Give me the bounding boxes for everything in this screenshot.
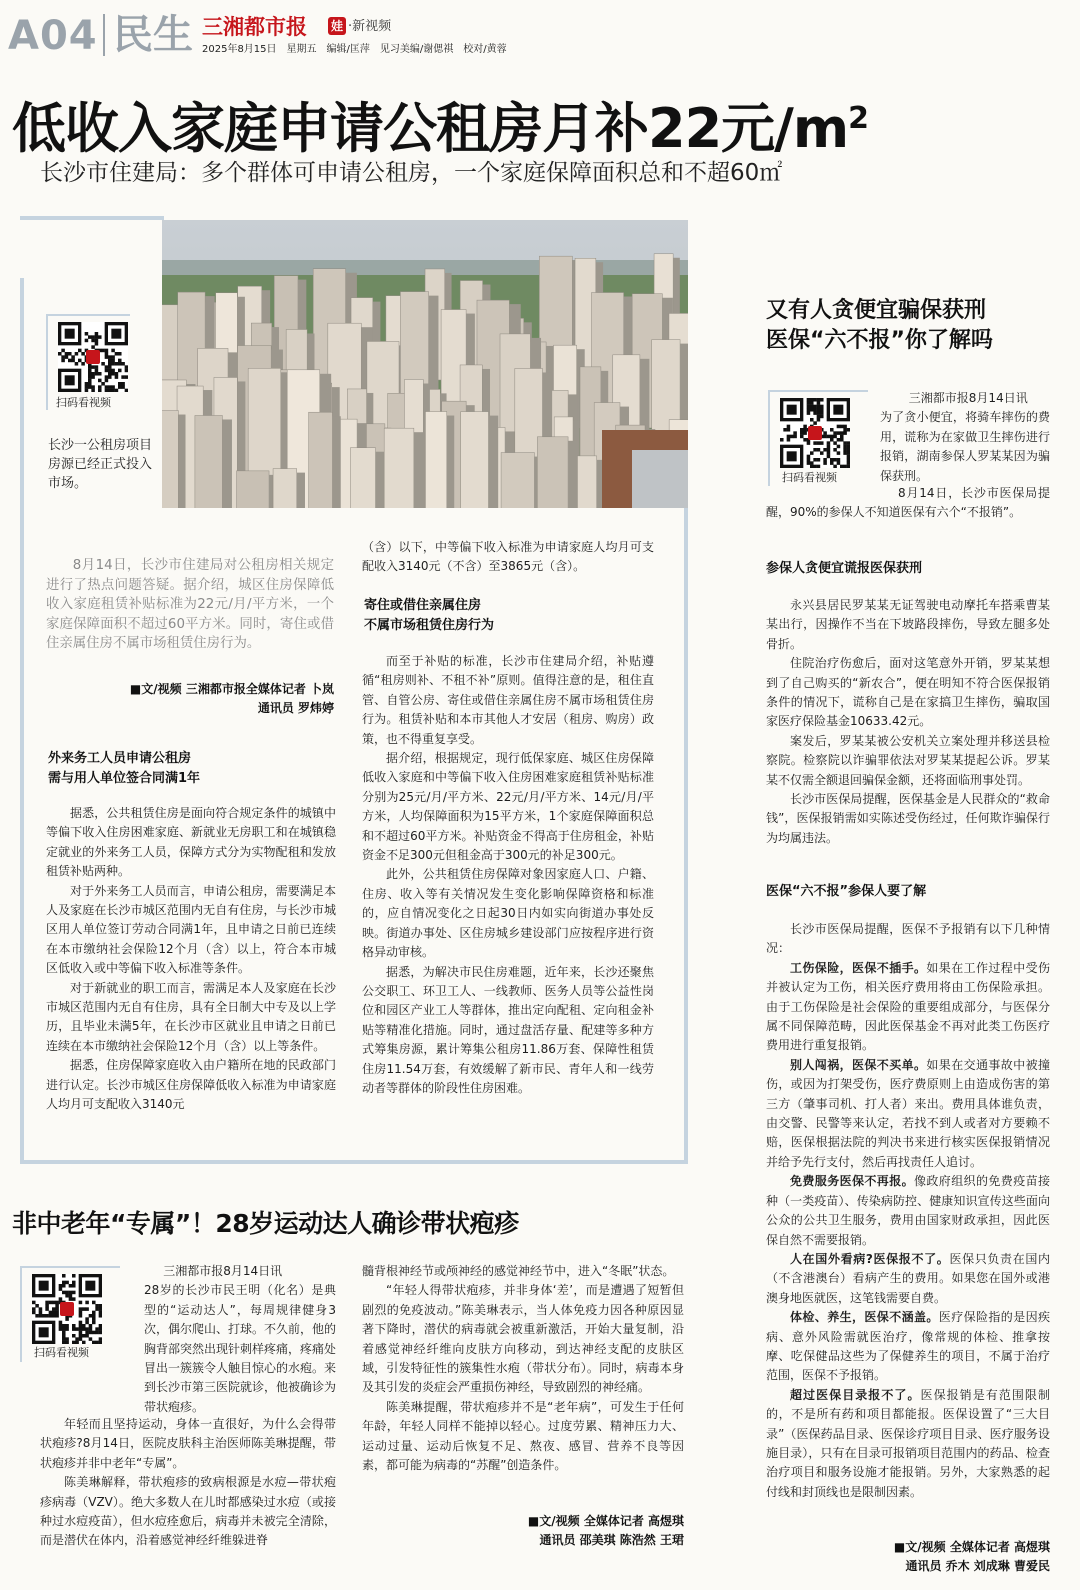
qr-label: 扫码看视频 [782,471,837,484]
lead-column-1: 据悉，公共租赁住房是面向符合规定条件的城镇中等偏下收入住房困难家庭、新就业无房职工和在城镇稳定就业的外来务工人员，保障方式分为实物配租和发放租赁补贴两种。 对于外来务工人员而言，申请公租房，需要满足本人及家庭在长沙市城区范围内无自有住房，与长沙市城区用人单位签订劳动合同满1年，且申请之日前已连续在本市缴纳社会保险12个月（含）以上，符合本市城区低收入或中等偏下收入标准等条件。 对于新就业的职工而言，需满足本人及家庭在长沙市城区范围内无自有住房，具有全日制大中专及以上学历，且毕业未满5年，在长沙市区就业且申请之日前已连续在本市缴纳社会保险12个月（含）以上等条件。 据悉，住房保障家庭收入由户籍所在地的民政部门进行认定。长沙市城区住房保障低收入标准为申请家庭人均月可支配收入3140元 [46,806,336,1112]
brand-sub: ·新视频 [348,19,392,34]
frame-line [20,216,164,220]
right-section-2: 长沙市医保局提醒，医保不予报销有以下几种情况： 工伤保险，医保不插手。如果在工作过程中受伤并被认定为工伤，相关医疗费用将由工伤保险承担。由于工伤保险是社会保险的重要组成部分，与医保分属不同保障范畴，因此医保基金不再对此类工伤医疗费用进行重复报销。 别人闯祸，医保不买单。如果在交通事故中被撞伤，或因为打架受伤，医疗费原则上由造成伤害的第三方（肇事司机、打人者）来出。费用具体谁负责，由交警、民警等来认定，若找不到人或者对方要赖不赔，医保根据法院的判决书来进行核实医保报销情况并给予先行支付，然后再找责任人追讨。 免费服务医保不再报。像政府组织的免费疫苗接种（一类疫苗）、传染病防控、健康知识宣传这些面向公众的公共卫生服务，费用由国家财政承担，因此医保自然不需要报销。 人在国外看病?医保报不了。医保只负责在国内（不含港澳台）看病产生的费用。如果您在国外或港澳身地医就医，这笔钱需要自费。 体检、养生，医保不涵盖。医疗保险指的是因疾病、意外风险需就医治疗，像常规的体检、推拿按摩、吃保健品这些为了保健养生的项目，不属于治疗范围，医保不予报销。 超过医保目录报不了。医保报销是有范围限制的，不是所有药和项目都能报。医保设置了“三大目录”（医保药品目录、医保诊疗项目目录、医疗服务设施目录），只有在目录可报销项目范围内的药品、检查治疗项目和服务设施才能报销。另外，大家熟悉的起付线和封顶线也是限制因素。 [766,922,1050,1499]
lead-column-2: （含）以下，中等偏下收入标准为申请家庭人均月可支配收入3140元（不含）至3865元（含）。 [362,540,654,574]
right-subhead-1: 参保人贪便宜谎报医保获刑 [766,561,923,576]
right-subhead-2: 医保“六不报”参保人要了解 [766,884,927,899]
bottom-column-1: 三湘都市报8月14日讯 28岁的长沙市民王明（化名）是典型的“运动达人”，每周规律健身3次，偶尔爬山、打球。不久前，他的胸背部突然出现针刺样疼痛，疼痛处冒出一簇簇令人触目惊心的水疱。来到长沙市第三医院就诊，他被确诊为带状疱疹。 [144,1264,337,1414]
right-headline-2: 医保“六不报”你了解吗 [766,328,993,353]
bottom-column-1b: 年轻而且坚持运动，身体一直很好，为什么会得带状疱疹?8月14日，医院皮肤科主治医师陈美琳提醒，带状疱疹并非中老年“专属”。 陈美琳解释，带状疱疹的致病根源是水痘—带状疱疹病毒（VZV）。绝大多数人在儿时都感染过水痘（或接种过水痘疫苗），但水痘痊愈后，病毒并未被完全清除，而是潜伏在体内，沿着感觉神经纤维躲进脊 [40,1417,336,1548]
lead-subheadline: 长沙市住建局：多个群体可申请公租房，一个家庭保障面积总和不超60㎡ [40,160,783,186]
qr-label: 扫码看视频 [56,396,111,409]
right-para: 8月14日，长沙市医保局提醒，90%的参保人不知道医保有六个“不报销”。 [766,486,1050,520]
frame-line [20,1160,688,1164]
right-byline: ■文/视频 全媒体记者 高煜琪 通讯员 乔木 刘成琳 曹爱民 [893,1540,1050,1573]
right-headline-1: 又有人贪便宜骗保获刑 [766,298,987,323]
section-name: 民生 [113,12,193,58]
bottom-byline: ■文/视频 全媒体记者 高煜琪 通讯员 邵美琪 陈浩然 王珺 [527,1514,684,1547]
qr-label: 扫码看视频 [34,1346,89,1359]
photo-caption: 长沙一公租房项目房源已经正式投入市场。 [48,438,153,491]
lead-intro: 8月14日，长沙市住建局对公租房相关规定进行了热点问题答疑。据介绍，城区住房保障低收入家庭租赁补贴标准为22元/月/平方米，一个家庭保障面积不超过60平方米。同时，寄住或借住亲属住房不属市场租赁住房行为。 [46,558,334,652]
lead-column-2b: 而至于补贴的标准，长沙市住建局介绍，补贴遵循“租房则补、不租不补”原则。值得注意的是，租住直管、自管公房、寄住或借住亲属住房不属市场租赁住房行为。租赁补贴和本市其他人才安居（租房、购房）政策，也不得重复享受。 据介绍，根据规定，现行低保家庭、城区住房保障低收入家庭和中等偏下收入住房困难家庭租赁补贴标准分别为25元/月/平方米、22元/月/平方米、14元/月/平方米，人均保障面积为15平方米，1个家庭保障面积总和不超过60平方米。补贴资金不得高于住房租金，补贴资金不足300元但租金高于300元的补足300元。 此外，公共租赁住房保障对象因家庭人口、户籍、住房、收入等有关情况发生变化影响保障资格和标准的，应自情况变化之日起30日内如实向街道办事处反映。街道办事处、区住房城乡建设部门应按程序进行资格异动审核。 据悉，为解决市民住房难题，近年来，长沙还聚焦公交职工、环卫工人、一线教师、医务人员等公益性岗位和园区产业工人等群体，推出定向配租、定向租金补贴等精准化措施。同时，通过盘活存量、配建等多种方式筹集房源，累计筹集公租房11.86万套、保障性租赁住房11.54万套，有效缓解了新市民、青年人和一线劳动者等群体的阶段性住房困难。 [362,654,654,1095]
qr-code-icon[interactable] [780,398,850,468]
subhead-relatives: 寄住或借住亲属住房 不属市场租赁住房行为 [364,598,495,633]
lead-headline: 低收入家庭申请公租房月补22元$/m^2$ [12,97,869,160]
brand-badge-icon: 娃 [328,17,346,35]
page-number: A04 [8,13,98,59]
frame-line [684,508,688,1164]
bottom-column-2: 髓背根神经节或颅神经的感觉神经节中，进入“冬眠”状态。 “年轻人得带状疱疹，并非身体‘差’，而是遭遇了短暂但剧烈的免疫波动。”陈美琳表示，当人体免疫力因各种原因显著下降时，潜伏的病毒就会被重新激活，开始大量复制，沿着感觉神经纤维向皮肤方向移动，到达神经支配的皮肤区域，引发特征性的簇集性水疱（带状分布）。同时，病毒本身及其引发的炎症会严重损伤神经，导致剧烈的神经痛。 陈美琳提醒，带状疱疹并不是“老年病”，可发生于任何年龄，年轻人同样不能掉以轻心。过度劳累、精神压力大、运动过量、运动后恢复不足、熬夜、感冒、营养不良等因素，都可能为病毒的“苏醒”创造条件。 [362,1264,684,1473]
right-lede: 三湘都市报8月14日讯 为了贪小便宜，将骑车摔伤的费用，谎称为在家做卫生摔伤进行报销，湖南参保人罗某某因为骗保获刑。 [880,391,1050,483]
right-section-1: 永兴县居民罗某某无证驾驶电动摩托车搭乘曹某某出行，因操作不当在下坡路段摔伤，导致左腿多处骨折。 住院治疗伤愈后，面对这笔意外开销，罗某某想到了自己购买的“新农合”，便在明知不符合医保报销条件的情况下，谎称自己是在家搞卫生摔伤，骗取国家医疗保险基金10633.42元。 案发后，罗某某被公安机关立案处理并移送县检察院。检察院以诈骗罪依法对罗某某提起公诉。罗某某不仅需全额退回骗保金额，还将面临刑事处罚。 长沙市医保局提醒，医保基金是人民群众的“救命钱”，医保报销需如实陈述受伤经过，任何欺诈骗保行为均属违法。 [766,598,1050,845]
bottom-headline: 非中老年“专属”！28岁运动达人确诊带状疱疹 [12,1209,519,1238]
subhead-migrant: 外来务工人员申请公租房 需与用人单位签合同满1年 [48,751,201,786]
housing-photo [162,220,688,508]
lead-byline: ■文/视频 三湘都市报全媒体记者 卜岚 通讯员 罗炜婷 [129,682,334,715]
issue-meta: 2025年8月15日 星期五 编辑/匡萍 见习美编/谢偲祺 校对/黄蓉 [202,44,507,55]
qr-code-icon[interactable] [58,322,128,392]
frame-line [20,278,24,1164]
header-divider [103,14,105,56]
newspaper-logo: 三湘都市报 [202,15,307,39]
